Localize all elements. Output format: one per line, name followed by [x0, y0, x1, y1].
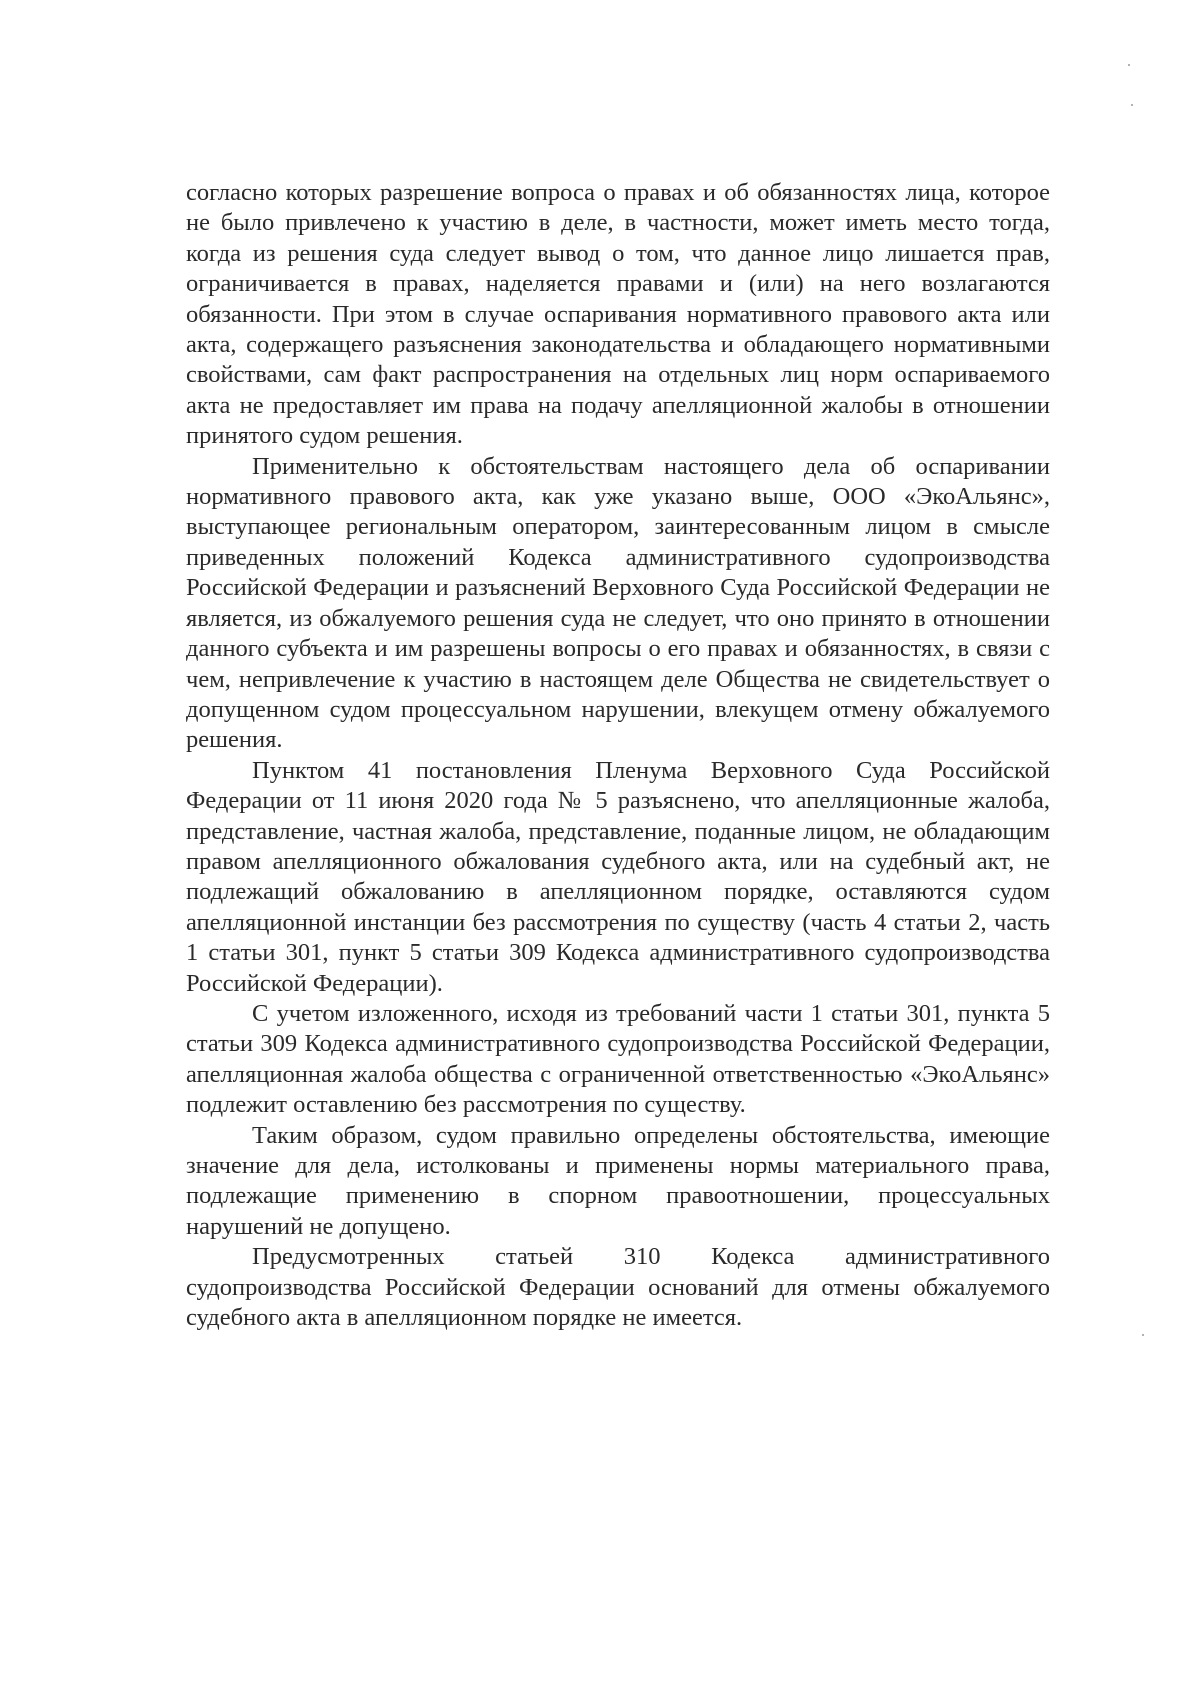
paragraph: Пунктом 41 постановления Пленума Верховного Суда Российской Федерации от 11 июня 2020 года № 5 разъяснено, что апелляционные жалоба, представление, частная жалоба, представление, поданные лицом, не обладающим правом апелляционного обжалования судебного акта, или на судебный акт, не подлежащий обжалованию в апелляционном порядке, оставляются судом апелляционной инстанции без рассмотрения по существу (часть 4 статьи 2, часть 1 статьи 301, пункт 5 статьи 309 Кодекса административного судопроизводства Российской Федерации). — [186, 756, 1050, 997]
paragraph: Предусмотренных статьей 310 Кодекса административного судопроизводства Российской Федерации оснований для отмены обжалуемого судебного акта в апелляционном порядке не имеется. — [186, 1243, 1050, 1332]
document-body — [186, 178, 1050, 1333]
paragraph: Применительно к обстоятельствам настоящего дела об оспаривании нормативного правового акта, как уже указано выше, ООО «ЭкоАльянс», выступающее региональным оператором, заинтересованным лицом в смысле приведенных положений Кодекса административного судопроизводства Российской Федерации и разъяснений Верховного Суда Российской Федерации не является, из обжалуемого решения суда не следует, что оно принято в отношении данного субъекта и им разрешены вопросы о его правах и обязанностях, в связи с чем, непривлечение к участию в настоящем деле Общества не свидетельствует о допущенном судом процессуальном нарушении, влекущем отмену обжалуемого решения. — [186, 452, 1050, 754]
paragraph: С учетом изложенного, исходя из требований части 1 статьи 301, пункта 5 статьи 309 Кодекса административного судопроизводства Российской Федерации, апелляционная жалоба общества с ограниченной ответственностью «ЭкоАльянс» подлежит оставлению без рассмотрения по существу. — [186, 999, 1050, 1119]
paragraph-continuation: согласно которых разрешение вопроса о правах и об обязанностях лица, которое не было привлечено к участию в деле, в частности, может иметь место тогда, когда из решения суда следует вывод о том, что данное лицо лишается прав, ограничивается в правах, наделяется правами и (или) на него возлагаются обязанности. При этом в случае оспаривания нормативного правового акта или акта, содержащего разъяснения законодательства и обладающего нормативными свойствами, сам факт распространения на отдельных лиц норм оспариваемого акта не предоставляет им права на подачу апелляционной жалобы в отношении принятого судом решения. — [186, 179, 1050, 450]
scan-speck — [1131, 104, 1133, 106]
scan-speck — [1128, 64, 1130, 66]
paragraph: Таким образом, судом правильно определены обстоятельства, имеющие значение для дела, истолкованы и применены нормы материального права, подлежащие применению в спорном правоотношении, процессуальных нарушений не допущено. — [186, 1121, 1050, 1240]
scan-speck — [1142, 1334, 1144, 1336]
